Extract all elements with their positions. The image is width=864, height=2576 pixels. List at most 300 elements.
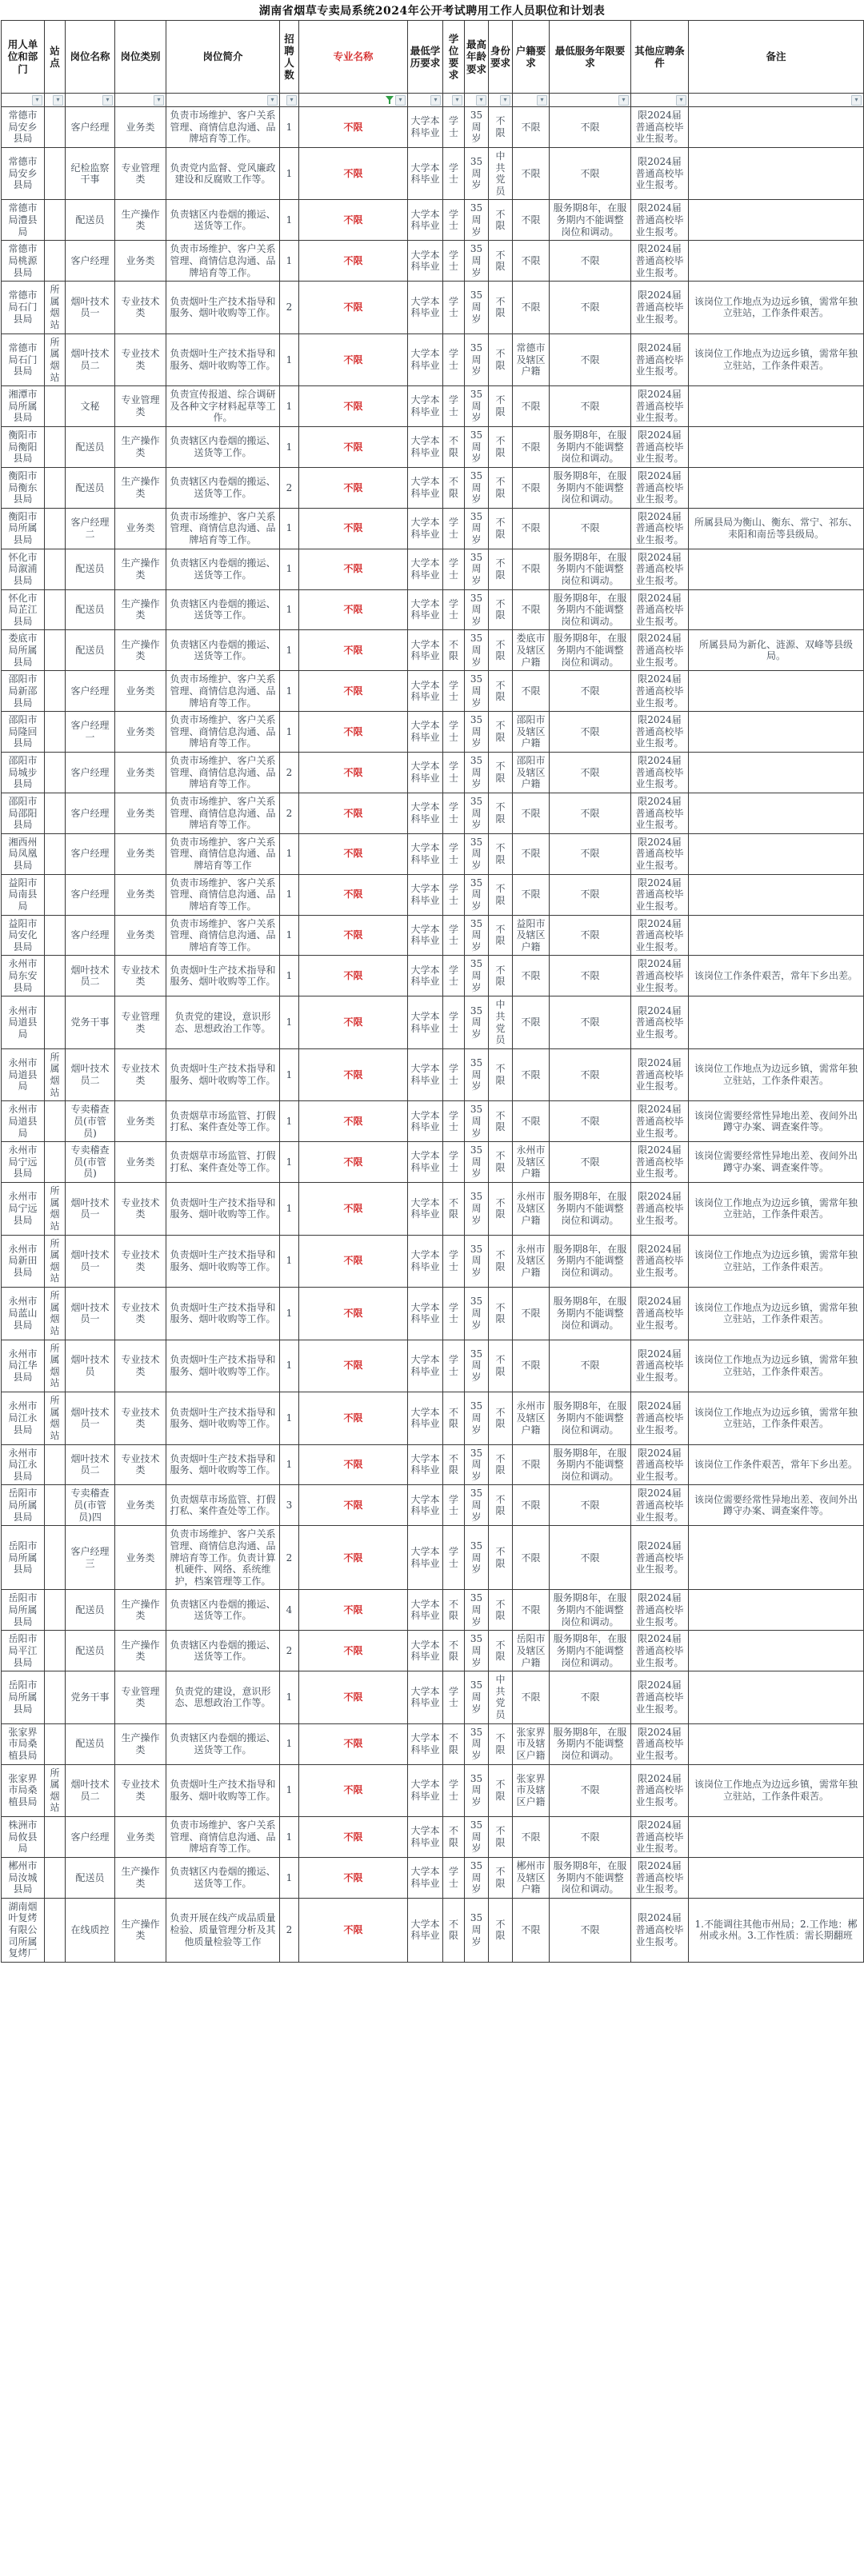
cell-site <box>45 793 66 833</box>
cell-unit: 邵阳市局城步县局 <box>2 753 45 793</box>
cell-count: 1 <box>280 333 299 386</box>
cell-unit: 常德市局澧县局 <box>2 200 45 241</box>
cell-major: 不限 <box>299 833 408 874</box>
cell-degree: 学士 <box>443 996 465 1049</box>
col-header-hukou: 户籍要求 <box>513 21 550 94</box>
cell-education: 大学本科毕业 <box>408 793 443 833</box>
cell-category: 业务类 <box>115 793 166 833</box>
cell-unit: 衡阳市局衡东县局 <box>2 467 45 508</box>
cell-position: 文秘 <box>66 386 115 427</box>
cell-degree: 学士 <box>443 1485 465 1526</box>
cell-major: 不限 <box>299 1857 408 1898</box>
cell-degree: 学士 <box>443 712 465 753</box>
cell-hukou: 永州市及辖区户籍 <box>513 1183 550 1236</box>
table-row <box>2 589 864 630</box>
cell-unit: 湖南烟叶复烤有限公司所属复烤厂 <box>2 1898 45 1962</box>
cell-major: 不限 <box>299 1485 408 1526</box>
cell-age: 35周岁 <box>465 956 489 996</box>
cell-degree: 不限 <box>443 467 465 508</box>
cell-degree: 不限 <box>443 1631 465 1671</box>
cell-category: 专业技术类 <box>115 333 166 386</box>
cell-remark <box>689 1526 864 1590</box>
cell-remark: 该岗位工作地点为边远乡镇，需常年独立驻站，工作条件艰苦。 <box>689 1048 864 1101</box>
cell-site <box>45 671 66 712</box>
cell-other: 限2024届普通高校毕业生报考。 <box>631 793 689 833</box>
table-body <box>2 107 864 1963</box>
cell-age: 35周岁 <box>465 1526 489 1590</box>
cell-category: 专业技术类 <box>115 282 166 334</box>
cell-degree: 不限 <box>443 1444 465 1485</box>
cell-desc: 负责烟叶生产技术指导和服务、烟叶收购等工作。 <box>166 956 280 996</box>
cell-category: 业务类 <box>115 833 166 874</box>
filter-cell <box>115 94 166 107</box>
cell-unit: 永州市局新田县局 <box>2 1235 45 1288</box>
cell-count: 1 <box>280 508 299 549</box>
cell-age: 35周岁 <box>465 833 489 874</box>
cell-remark: 所属县局为新化、涟源、双峰等县级局。 <box>689 630 864 671</box>
cell-desc: 负责辖区内卷烟的搬运、送货等工作。 <box>166 589 280 630</box>
cell-major: 不限 <box>299 1671 408 1724</box>
table-row <box>2 1485 864 1526</box>
cell-site <box>45 427 66 468</box>
cell-site: 所属烟站 <box>45 333 66 386</box>
cell-age: 35周岁 <box>465 1235 489 1288</box>
cell-remark <box>689 1723 864 1764</box>
cell-unit: 益阳市局南县局 <box>2 874 45 915</box>
cell-site: 所属烟站 <box>45 1288 66 1340</box>
cell-other: 限2024届普通高校毕业生报考。 <box>631 1723 689 1764</box>
table-row <box>2 427 864 468</box>
cell-unit: 永州市局宁远县局 <box>2 1183 45 1236</box>
filter-dropdown-icon[interactable]: ▾ <box>154 95 164 106</box>
cell-count: 1 <box>280 241 299 282</box>
cell-degree: 学士 <box>443 1235 465 1288</box>
cell-site <box>45 996 66 1049</box>
cell-position: 客户经理 <box>66 1817 115 1858</box>
cell-major: 不限 <box>299 1235 408 1288</box>
cell-degree: 学士 <box>443 200 465 241</box>
cell-category: 业务类 <box>115 874 166 915</box>
cell-service: 不限 <box>550 671 631 712</box>
cell-degree: 学士 <box>443 793 465 833</box>
cell-desc: 负责辖区内卷烟的搬运、送货等工作。 <box>166 1590 280 1631</box>
cell-degree: 学士 <box>443 589 465 630</box>
cell-identity: 不限 <box>489 1444 513 1485</box>
cell-education: 大学本科毕业 <box>408 956 443 996</box>
table-row <box>2 1857 864 1898</box>
cell-count: 2 <box>280 467 299 508</box>
cell-remark: 该岗位需要经常性异地出差、夜间外出蹲守办案、调查案件等。 <box>689 1101 864 1142</box>
table-row <box>2 956 864 996</box>
cell-unit: 常德市局桃源县局 <box>2 241 45 282</box>
cell-major: 不限 <box>299 241 408 282</box>
table-row <box>2 671 864 712</box>
cell-unit: 湘潭市局所属县局 <box>2 386 45 427</box>
cell-desc: 负责开展在线产成品质量检验、质量管理分析及其他质量检验等工作 <box>166 1898 280 1962</box>
cell-count: 1 <box>280 1235 299 1288</box>
cell-age: 35周岁 <box>465 630 489 671</box>
cell-age: 35周岁 <box>465 671 489 712</box>
cell-hukou: 不限 <box>513 1340 550 1392</box>
cell-category: 专业技术类 <box>115 1235 166 1288</box>
cell-identity: 不限 <box>489 467 513 508</box>
cell-identity: 不限 <box>489 630 513 671</box>
cell-desc: 负责烟叶生产技术指导和服务、烟叶收购等工作。 <box>166 1048 280 1101</box>
cell-unit: 永州市局宁远县局 <box>2 1142 45 1183</box>
cell-identity: 不限 <box>489 1235 513 1288</box>
cell-count: 1 <box>280 1142 299 1183</box>
cell-degree: 学士 <box>443 1671 465 1724</box>
cell-identity: 不限 <box>489 508 513 549</box>
cell-other: 限2024届普通高校毕业生报考。 <box>631 1183 689 1236</box>
cell-position: 纪检监察干事 <box>66 147 115 200</box>
cell-site <box>45 712 66 753</box>
cell-education: 大学本科毕业 <box>408 549 443 589</box>
cell-identity: 不限 <box>489 1340 513 1392</box>
table-row <box>2 1444 864 1485</box>
cell-major: 不限 <box>299 753 408 793</box>
filter-dropdown-icon[interactable]: ▾ <box>395 95 406 106</box>
filter-dropdown-icon[interactable]: ▾ <box>452 95 462 106</box>
cell-service: 不限 <box>550 1340 631 1392</box>
cell-age: 35周岁 <box>465 1340 489 1392</box>
cell-position: 客户经理三 <box>66 1526 115 1590</box>
cell-site <box>45 508 66 549</box>
cell-degree: 不限 <box>443 1392 465 1445</box>
cell-category: 专业技术类 <box>115 1392 166 1445</box>
cell-category: 专业技术类 <box>115 1764 166 1817</box>
cell-education: 大学本科毕业 <box>408 1857 443 1898</box>
cell-education: 大学本科毕业 <box>408 1485 443 1526</box>
cell-hukou: 不限 <box>513 833 550 874</box>
filter-dropdown-icon[interactable]: ▾ <box>537 95 547 106</box>
cell-other: 限2024届普通高校毕业生报考。 <box>631 508 689 549</box>
cell-count: 2 <box>280 1631 299 1671</box>
cell-other: 限2024届普通高校毕业生报考。 <box>631 1817 689 1858</box>
cell-remark <box>689 1631 864 1671</box>
cell-position: 专卖稽查员(市管员) <box>66 1101 115 1142</box>
table-row <box>2 753 864 793</box>
cell-education: 大学本科毕业 <box>408 1590 443 1631</box>
cell-age: 35周岁 <box>465 147 489 200</box>
cell-count: 1 <box>280 1857 299 1898</box>
cell-major: 不限 <box>299 956 408 996</box>
cell-count: 1 <box>280 107 299 148</box>
cell-identity: 不限 <box>489 1048 513 1101</box>
cell-count: 1 <box>280 712 299 753</box>
cell-age: 35周岁 <box>465 508 489 549</box>
cell-hukou: 邵阳市及辖区户籍 <box>513 753 550 793</box>
cell-service: 不限 <box>550 753 631 793</box>
cell-education: 大学本科毕业 <box>408 1723 443 1764</box>
cell-remark <box>689 753 864 793</box>
filter-cell <box>2 94 45 107</box>
cell-major: 不限 <box>299 386 408 427</box>
cell-count: 1 <box>280 1392 299 1445</box>
table-row <box>2 833 864 874</box>
cell-major: 不限 <box>299 1723 408 1764</box>
cell-category: 专业技术类 <box>115 956 166 996</box>
cell-degree: 不限 <box>443 1898 465 1962</box>
filter-dropdown-icon[interactable]: ▾ <box>500 95 510 106</box>
cell-degree: 学士 <box>443 833 465 874</box>
cell-education: 大学本科毕业 <box>408 1142 443 1183</box>
cell-other: 限2024届普通高校毕业生报考。 <box>631 630 689 671</box>
cell-desc: 负责烟草市场监管、打假打私、案件查处等工作。 <box>166 1101 280 1142</box>
cell-site: 所属烟站 <box>45 1764 66 1817</box>
cell-age: 35周岁 <box>465 200 489 241</box>
cell-service: 服务期8年，在服务期内不能调整岗位和调动。 <box>550 1631 631 1671</box>
cell-identity: 不限 <box>489 427 513 468</box>
cell-hukou: 不限 <box>513 1817 550 1858</box>
cell-degree: 不限 <box>443 1183 465 1236</box>
cell-major: 不限 <box>299 1817 408 1858</box>
filter-funnel-icon[interactable] <box>386 96 394 104</box>
cell-remark: 该岗位工作地点为边远乡镇，需常年独立驻站，工作条件艰苦。 <box>689 1340 864 1392</box>
cell-position: 客户经理 <box>66 241 115 282</box>
filter-dropdown-icon[interactable]: ▾ <box>286 95 297 106</box>
cell-unit: 湘西州局凤凰县局 <box>2 833 45 874</box>
cell-degree: 学士 <box>443 671 465 712</box>
cell-major: 不限 <box>299 589 408 630</box>
cell-hukou: 张家界市及辖区户籍 <box>513 1764 550 1817</box>
table-row <box>2 1671 864 1724</box>
cell-desc: 负责市场维护、客户关系管理、商情信息沟通、品牌培育等工作。 <box>166 712 280 753</box>
cell-identity: 不限 <box>489 1183 513 1236</box>
cell-other: 限2024届普通高校毕业生报考。 <box>631 1048 689 1101</box>
cell-desc: 负责烟叶生产技术指导和服务、烟叶收购等工作。 <box>166 282 280 334</box>
cell-service: 不限 <box>550 1817 631 1858</box>
cell-identity: 不限 <box>489 915 513 956</box>
cell-major: 不限 <box>299 1392 408 1445</box>
cell-education: 大学本科毕业 <box>408 241 443 282</box>
cell-other: 限2024届普通高校毕业生报考。 <box>631 386 689 427</box>
cell-position: 配送员 <box>66 1590 115 1631</box>
table-row <box>2 1817 864 1858</box>
cell-education: 大学本科毕业 <box>408 1101 443 1142</box>
cell-desc: 负责党内监督、党风廉政建设和反腐败工作等。 <box>166 147 280 200</box>
cell-desc: 负责辖区内卷烟的搬运、送货等工作。 <box>166 1723 280 1764</box>
cell-other: 限2024届普通高校毕业生报考。 <box>631 1288 689 1340</box>
table-row <box>2 241 864 282</box>
cell-age: 35周岁 <box>465 589 489 630</box>
cell-degree: 学士 <box>443 1142 465 1183</box>
cell-other: 限2024届普通高校毕业生报考。 <box>631 1142 689 1183</box>
cell-unit: 永州市局道县局 <box>2 1101 45 1142</box>
cell-count: 1 <box>280 996 299 1049</box>
col-header-identity: 身份要求 <box>489 21 513 94</box>
cell-desc: 负责烟叶生产技术指导和服务、烟叶收购等工作。 <box>166 1340 280 1392</box>
cell-site <box>45 1857 66 1898</box>
filter-cell <box>66 94 115 107</box>
cell-remark: 该岗位工作条件艰苦，常年下乡出差。 <box>689 956 864 996</box>
cell-major: 不限 <box>299 712 408 753</box>
cell-other: 限2024届普通高校毕业生报考。 <box>631 915 689 956</box>
filter-cell <box>299 94 408 107</box>
cell-education: 大学本科毕业 <box>408 200 443 241</box>
cell-desc: 负责辖区内卷烟的搬运、送货等工作。 <box>166 427 280 468</box>
cell-position: 烟叶技术员一 <box>66 1183 115 1236</box>
cell-other: 限2024届普通高校毕业生报考。 <box>631 427 689 468</box>
filter-cell <box>550 94 631 107</box>
filter-dropdown-icon[interactable]: ▾ <box>102 95 113 106</box>
cell-hukou: 不限 <box>513 427 550 468</box>
cell-category: 业务类 <box>115 1817 166 1858</box>
cell-remark <box>689 1857 864 1898</box>
cell-desc: 负责市场维护、客户关系管理、商情信息沟通、品牌培育等工作。 <box>166 1817 280 1858</box>
cell-desc: 负责烟叶生产技术指导和服务、烟叶收购等工作。 <box>166 1235 280 1288</box>
cell-count: 2 <box>280 282 299 334</box>
cell-education: 大学本科毕业 <box>408 1898 443 1962</box>
cell-major: 不限 <box>299 333 408 386</box>
cell-age: 35周岁 <box>465 1101 489 1142</box>
filter-dropdown-icon[interactable]: ▾ <box>32 95 42 106</box>
cell-degree: 学士 <box>443 874 465 915</box>
cell-site <box>45 107 66 148</box>
filter-dropdown-icon[interactable]: ▾ <box>267 95 278 106</box>
cell-hukou: 不限 <box>513 1898 550 1962</box>
cell-remark: 该岗位工作地点为边远乡镇，需常年独立驻站，工作条件艰苦。 <box>689 1764 864 1817</box>
cell-hukou: 不限 <box>513 956 550 996</box>
cell-major: 不限 <box>299 630 408 671</box>
cell-site: 所属烟站 <box>45 1183 66 1236</box>
table-row <box>2 874 864 915</box>
filter-dropdown-icon[interactable]: ▾ <box>676 95 686 106</box>
cell-remark <box>689 874 864 915</box>
cell-other: 限2024届普通高校毕业生报考。 <box>631 467 689 508</box>
cell-position: 烟叶技术员二 <box>66 1048 115 1101</box>
table-row <box>2 1183 864 1236</box>
cell-remark <box>689 712 864 753</box>
filter-cell <box>465 94 489 107</box>
cell-age: 35周岁 <box>465 874 489 915</box>
cell-site <box>45 1723 66 1764</box>
cell-site <box>45 386 66 427</box>
filter-dropdown-icon[interactable]: ▾ <box>53 95 63 106</box>
cell-site <box>45 956 66 996</box>
table-row <box>2 200 864 241</box>
cell-service: 不限 <box>550 956 631 996</box>
cell-age: 35周岁 <box>465 996 489 1049</box>
cell-count: 2 <box>280 1526 299 1590</box>
cell-other: 限2024届普通高校毕业生报考。 <box>631 1392 689 1445</box>
cell-category: 专业技术类 <box>115 1444 166 1485</box>
cell-service: 服务期8年，在服务期内不能调整岗位和调动。 <box>550 1183 631 1236</box>
cell-degree: 学士 <box>443 549 465 589</box>
cell-age: 35周岁 <box>465 1183 489 1236</box>
cell-category: 生产操作类 <box>115 427 166 468</box>
cell-position: 专卖稽查员(市管员)四 <box>66 1485 115 1526</box>
col-header-education: 最低学历要求 <box>408 21 443 94</box>
cell-service: 不限 <box>550 1898 631 1962</box>
cell-category: 生产操作类 <box>115 630 166 671</box>
cell-remark <box>689 1590 864 1631</box>
cell-desc: 负责烟草市场监管、打假打私、案件查处等工作。 <box>166 1142 280 1183</box>
cell-identity: 不限 <box>489 1631 513 1671</box>
cell-remark <box>689 147 864 200</box>
cell-service: 不限 <box>550 107 631 148</box>
filter-cell <box>443 94 465 107</box>
cell-age: 35周岁 <box>465 427 489 468</box>
cell-identity: 中共党员 <box>489 996 513 1049</box>
table-row <box>2 1288 864 1340</box>
cell-identity: 不限 <box>489 712 513 753</box>
cell-unit: 衡阳市局所属县局 <box>2 508 45 549</box>
cell-hukou: 不限 <box>513 467 550 508</box>
cell-service: 服务期8年，在服务期内不能调整岗位和调动。 <box>550 630 631 671</box>
cell-identity: 不限 <box>489 1590 513 1631</box>
cell-identity: 不限 <box>489 793 513 833</box>
cell-education: 大学本科毕业 <box>408 1340 443 1392</box>
cell-count: 1 <box>280 833 299 874</box>
cell-remark <box>689 427 864 468</box>
cell-position: 配送员 <box>66 630 115 671</box>
cell-hukou: 不限 <box>513 1671 550 1724</box>
table-row <box>2 996 864 1049</box>
cell-unit: 郴州市局汝城县局 <box>2 1857 45 1898</box>
cell-category: 生产操作类 <box>115 200 166 241</box>
col-header-major: 专业名称 <box>299 21 408 94</box>
cell-age: 35周岁 <box>465 1142 489 1183</box>
cell-position: 客户经理 <box>66 793 115 833</box>
cell-position: 配送员 <box>66 1723 115 1764</box>
col-header-degree: 学位要求 <box>443 21 465 94</box>
cell-desc: 负责辖区内卷烟的搬运、送货等工作。 <box>166 549 280 589</box>
cell-hukou: 不限 <box>513 1590 550 1631</box>
cell-position: 客户经理 <box>66 107 115 148</box>
cell-site <box>45 1898 66 1962</box>
cell-site <box>45 753 66 793</box>
cell-identity: 不限 <box>489 282 513 334</box>
cell-identity: 不限 <box>489 1392 513 1445</box>
cell-age: 35周岁 <box>465 1048 489 1101</box>
filter-dropdown-icon[interactable]: ▾ <box>430 95 441 106</box>
cell-major: 不限 <box>299 1288 408 1340</box>
cell-category: 专业技术类 <box>115 1048 166 1101</box>
cell-count: 1 <box>280 630 299 671</box>
cell-site <box>45 833 66 874</box>
cell-count: 1 <box>280 1340 299 1392</box>
table-row <box>2 1590 864 1631</box>
cell-other: 限2024届普通高校毕业生报考。 <box>631 1235 689 1288</box>
cell-desc: 负责烟叶生产技术指导和服务、烟叶收购等工作。 <box>166 1288 280 1340</box>
cell-major: 不限 <box>299 549 408 589</box>
cell-hukou: 不限 <box>513 282 550 334</box>
filter-dropdown-icon[interactable]: ▾ <box>618 95 629 106</box>
cell-count: 1 <box>280 1817 299 1858</box>
cell-major: 不限 <box>299 1631 408 1671</box>
cell-degree: 学士 <box>443 1764 465 1817</box>
cell-site <box>45 874 66 915</box>
cell-unit: 永州市局江永县局 <box>2 1392 45 1445</box>
cell-site <box>45 549 66 589</box>
cell-degree: 学士 <box>443 753 465 793</box>
cell-position: 烟叶技术员 <box>66 1340 115 1392</box>
cell-education: 大学本科毕业 <box>408 671 443 712</box>
cell-education: 大学本科毕业 <box>408 753 443 793</box>
cell-desc: 负责党的建设，意识形态、思想政治工作等。 <box>166 1671 280 1724</box>
cell-education: 大学本科毕业 <box>408 630 443 671</box>
cell-identity: 不限 <box>489 386 513 427</box>
cell-site <box>45 1671 66 1724</box>
cell-service: 服务期8年，在服务期内不能调整岗位和调动。 <box>550 1235 631 1288</box>
filter-dropdown-icon[interactable]: ▾ <box>476 95 486 106</box>
table-row <box>2 549 864 589</box>
filter-dropdown-icon[interactable]: ▾ <box>851 95 862 106</box>
cell-identity: 不限 <box>489 956 513 996</box>
cell-category: 业务类 <box>115 241 166 282</box>
cell-count: 1 <box>280 1764 299 1817</box>
